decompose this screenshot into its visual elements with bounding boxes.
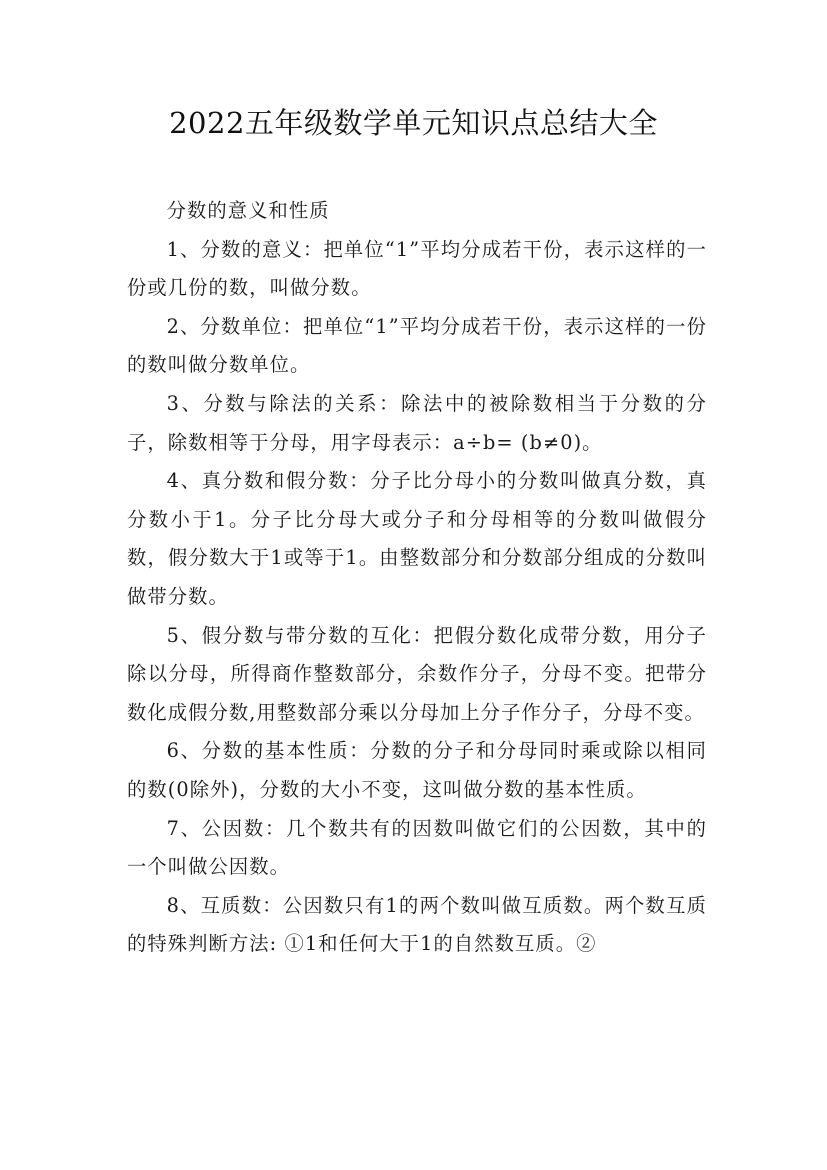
paragraph-4: 4、真分数和假分数：分子比分母小的分数叫做真分数，真分数小于1。分子比分母大或分子和分母相等的分数叫做假分数，假分数大于1或等于1。由整数部分和分数部分组成的分数叫做带分数。 <box>127 469 707 608</box>
paragraph-8: 8、互质数：公因数只有1的两个数叫做互质数。两个数互质的特殊判断方法: ①1和任何大于1的自然数互质。② <box>127 893 707 956</box>
paragraph-2: 2、分数单位：把单位“1”平均分成若干份，表示这样的一份的数叫做分数单位。 <box>127 314 707 377</box>
section-heading: 分数的意义和性质 <box>166 199 330 222</box>
paragraph-3: 3、分数与除法的关系：除法中的被除数相当于分数的分子，除数相等于分母，用字母表示：a÷b= (b≠0)。 <box>127 391 707 454</box>
document-body <box>127 192 707 964</box>
paragraph-6: 6、分数的基本性质：分数的分子和分母同时乘或除以相同的数(0除外)，分数的大小不变，这叫做分数的基本性质。 <box>127 739 707 801</box>
document-title: 2022五年级数学单元知识点总结大全 <box>169 106 658 140</box>
paragraph-7: 7、公因数：几个数共有的因数叫做它们的公因数，其中的一个叫做公因数。 <box>127 816 707 879</box>
paragraph-5: 5、假分数与带分数的互化：把假分数化成带分数，用分子除以分母，所得商作整数部分，余数作分子，分母不变。把带分数化成假分数,用整数部分乘以分母加上分子作分子，分母不变。 <box>127 623 707 724</box>
paragraph-1: 1、分数的意义：把单位“1”平均分成若干份，表示这样的一份或几份的数，叫做分数。 <box>127 237 707 300</box>
